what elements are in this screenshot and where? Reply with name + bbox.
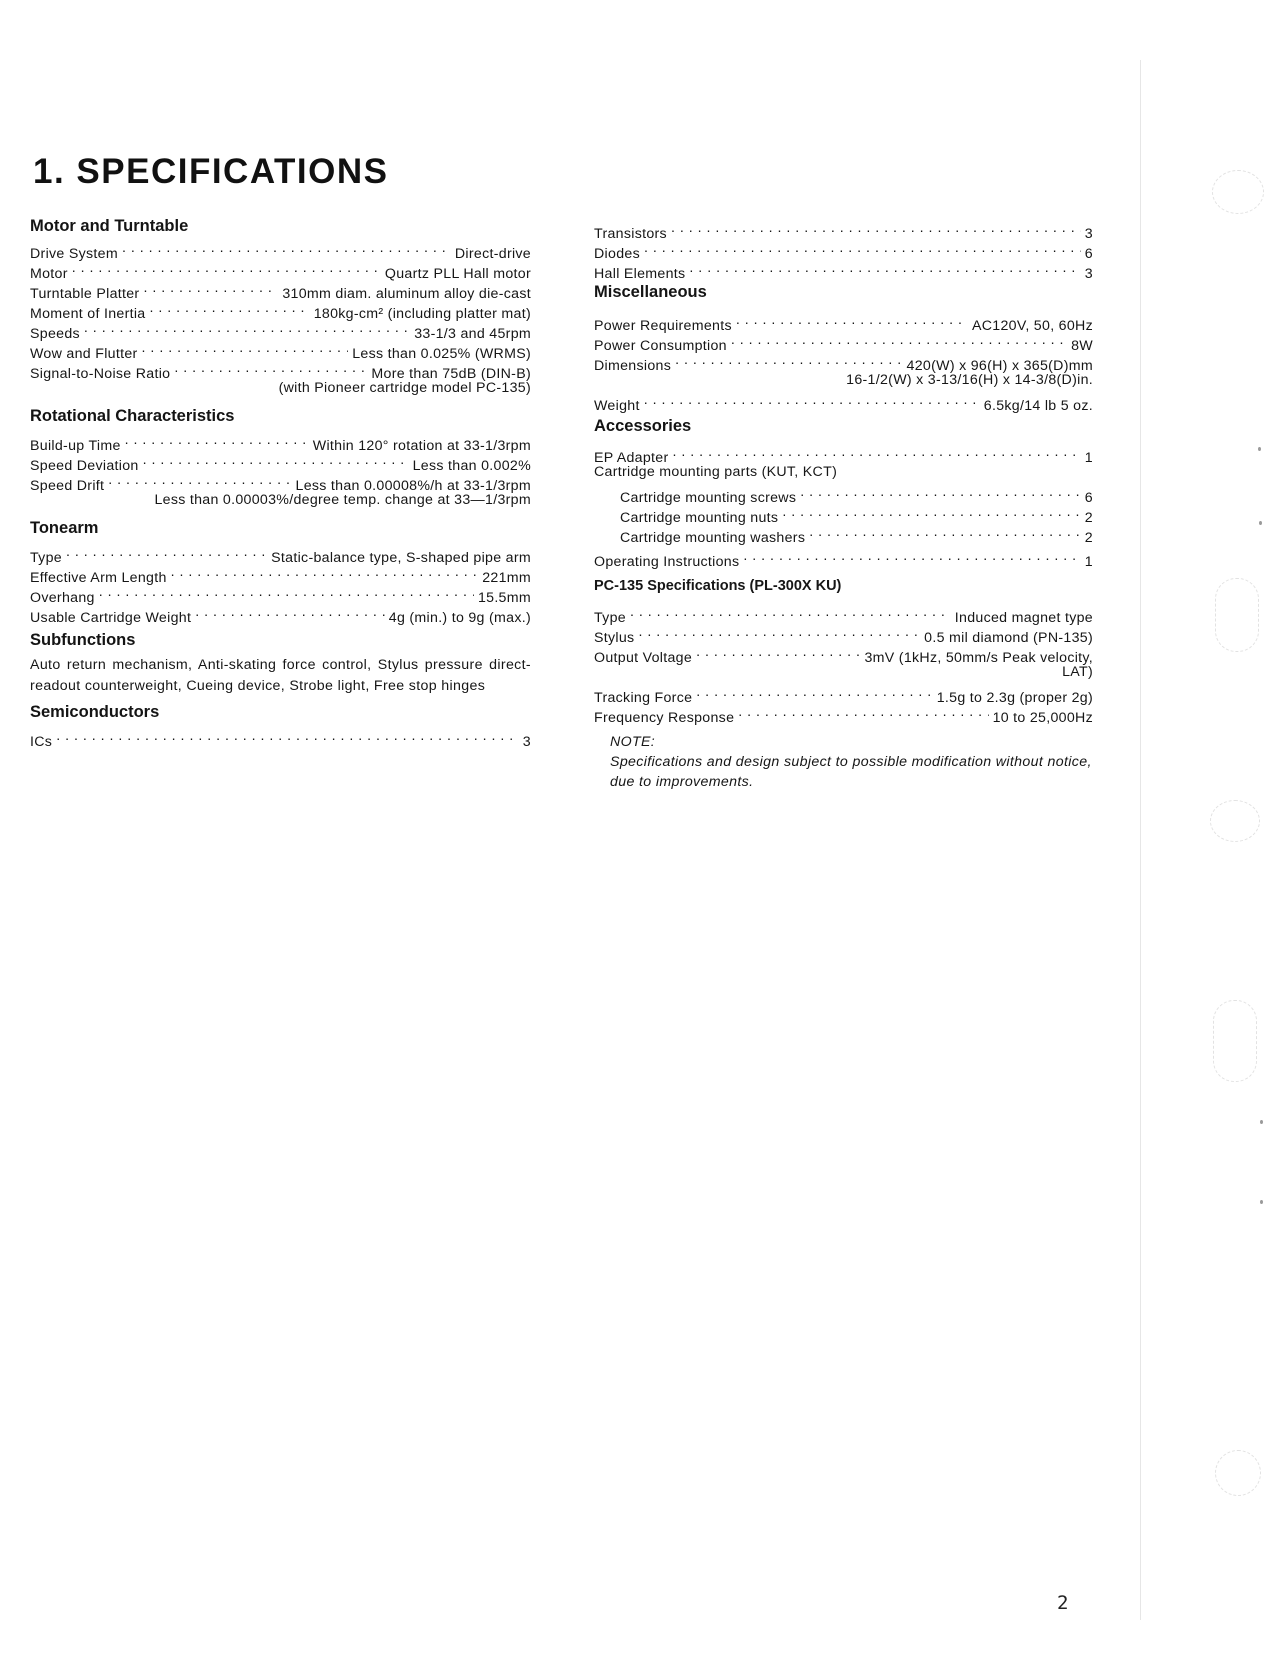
spec-label: Diodes	[594, 246, 640, 262]
spec-label: Type	[594, 610, 626, 626]
dot-leader	[84, 318, 410, 338]
pc135-heading-model: (PL-300X KU)	[749, 578, 842, 594]
spec-value: Static-balance type, S-shaped pipe arm	[271, 550, 531, 566]
dot-leader	[809, 522, 1081, 542]
note-block	[594, 732, 1093, 792]
spec-value: 310mm diam. aluminum alloy die-cast	[282, 286, 531, 302]
dot-leader	[731, 330, 1067, 350]
spec-value: More than 75dB (DIN-B)	[371, 366, 531, 382]
spec-value: Less than 0.00008%/h at 33-1/3rpm	[295, 478, 531, 494]
dot-leader	[72, 258, 381, 278]
spec-value: 180kg-cm² (including platter mat)	[313, 306, 531, 322]
spec-label: Hall Elements	[594, 266, 686, 282]
dot-leader	[66, 542, 267, 562]
spec-label: Wow and Flutter	[30, 346, 138, 362]
punch-hole-mark	[1213, 1000, 1257, 1082]
punch-hole-mark	[1212, 170, 1264, 214]
scan-speck	[1258, 447, 1261, 451]
output-voltage-cont: LAT)	[1062, 664, 1093, 680]
punch-hole-mark	[1215, 1450, 1261, 1496]
spec-row-hall-elements	[594, 258, 1093, 282]
spec-value: 4g (min.) to 9g (max.)	[388, 610, 531, 626]
dot-leader	[743, 546, 1080, 566]
spec-label: Cartridge mounting screws	[620, 490, 797, 506]
spec-value: Quartz PLL Hall motor	[384, 266, 531, 282]
spec-label: ICs	[30, 734, 53, 750]
spec-label: Cartridge mounting nuts	[620, 510, 779, 526]
dot-leader	[800, 482, 1081, 502]
scan-speck	[1259, 521, 1262, 525]
section-heading-semiconductors: Semiconductors	[30, 703, 160, 721]
section-heading-rotational: Rotational Characteristics	[30, 407, 235, 425]
spec-value: 420(W) x 96(H) x 365(D)mm	[906, 358, 1093, 374]
spec-value: 3	[522, 734, 531, 750]
note-text: Specifications and design subject to possible modification without notice, due to improvements.	[610, 754, 1092, 790]
spec-value: 15.5mm	[477, 590, 531, 606]
spec-label: Usable Cartridge Weight	[30, 610, 192, 626]
dimensions-inches: 16-1/2(W) x 3-13/16(H) x 14-3/8(D)in.	[846, 372, 1093, 388]
punch-hole-mark	[1215, 578, 1259, 652]
dot-leader	[122, 238, 451, 258]
spec-label: Speeds	[30, 326, 80, 342]
spec-label: Speed Drift	[30, 478, 105, 494]
dot-leader	[671, 218, 1081, 238]
spec-label: Output Voltage	[594, 650, 693, 666]
spec-value: 6.5kg/14 lb 5 oz.	[983, 398, 1093, 414]
snr-note: (with Pioneer cartridge model PC-135)	[278, 380, 531, 396]
spec-label: Frequency Response	[594, 710, 735, 726]
spec-row-arm-length	[30, 562, 531, 586]
page-number: 2	[1057, 1592, 1069, 1614]
dot-leader	[675, 350, 902, 370]
spec-row-diodes	[594, 238, 1093, 262]
section-heading-pc135	[594, 574, 1093, 598]
dot-leader	[673, 442, 1081, 462]
spec-value: 1	[1084, 554, 1093, 570]
spec-label: Power Consumption	[594, 338, 727, 354]
spec-row-drive-system	[30, 238, 531, 262]
dot-leader	[630, 602, 951, 622]
spec-row-cartridge-weight	[30, 602, 531, 626]
spec-value: 10 to 25,000Hz	[992, 710, 1093, 726]
spec-label: Power Requirements	[594, 318, 732, 334]
spec-label: Speed Deviation	[30, 458, 139, 474]
scan-speck	[1260, 1120, 1263, 1124]
spec-label: Type	[30, 550, 62, 566]
spec-value: 3	[1084, 266, 1093, 282]
dot-leader	[174, 358, 367, 378]
spec-label: Tracking Force	[594, 690, 693, 706]
page-title: 1. SPECIFICATIONS	[33, 152, 389, 191]
mounting-parts-label: Cartridge mounting parts (KUT, KCT)	[594, 464, 838, 480]
spec-value: Less than 0.002%	[412, 458, 531, 474]
dot-leader	[125, 430, 309, 450]
spec-row-transistors	[594, 218, 1093, 242]
spec-label: Stylus	[594, 630, 635, 646]
spec-value: 0.5 mil diamond (PN-135)	[924, 630, 1093, 646]
spec-row-weight	[594, 390, 1093, 414]
section-heading-accessories: Accessories	[594, 417, 692, 435]
spec-row-mounting-screws	[594, 482, 1093, 506]
dot-leader	[150, 298, 310, 318]
spec-value: 2	[1084, 530, 1093, 546]
dot-leader	[696, 682, 932, 702]
spec-value: 3mV (1kHz, 50mm/s Peak velocity,	[864, 650, 1093, 666]
spec-label: Signal-to-Noise Ratio	[30, 366, 171, 382]
spec-label: Dimensions	[594, 358, 672, 374]
spec-row-build-up-time	[30, 430, 531, 454]
section-heading-miscellaneous: Miscellaneous	[594, 283, 707, 301]
dot-leader	[143, 278, 278, 298]
subfunctions-text: Auto return mechanism, Anti-skating force control, Stylus pressure direct-readout counterweight, Cueing device, Strobe light, Free stop hinges	[30, 657, 531, 694]
spec-value: 33-1/3 and 45rpm	[414, 326, 531, 342]
punch-hole-mark	[1210, 800, 1260, 842]
spec-value: 6	[1084, 246, 1093, 262]
dot-leader	[143, 450, 409, 470]
spec-value: Direct-drive	[454, 246, 531, 262]
dot-leader	[171, 562, 479, 582]
note-label: NOTE:	[610, 734, 656, 750]
pc135-heading-main: PC-135 Specifications	[594, 578, 746, 594]
left-column	[30, 214, 531, 750]
dot-leader	[738, 702, 988, 722]
spec-label: Motor	[30, 266, 68, 282]
right-column	[594, 218, 1093, 792]
spec-value: Induced magnet type	[954, 610, 1093, 626]
spec-value: 3	[1084, 226, 1093, 242]
spec-row-cartridge-type	[594, 602, 1093, 626]
spec-row-ics	[30, 726, 531, 750]
binding-edge-line	[1140, 60, 1141, 1620]
spec-value: Within 120° rotation at 33-1/3rpm	[312, 438, 531, 454]
section-heading-subfunctions: Subfunctions	[30, 631, 136, 649]
spec-row-power-requirements	[594, 310, 1093, 334]
spec-row-tracking-force	[594, 682, 1093, 706]
spec-label: Weight	[594, 398, 640, 414]
dot-leader	[195, 602, 385, 622]
spec-value: 6	[1084, 490, 1093, 506]
dot-leader	[644, 390, 980, 410]
spec-label: Transistors	[594, 226, 667, 242]
dot-leader	[56, 726, 519, 746]
spec-row-ep-adapter	[594, 442, 1093, 466]
dot-leader	[644, 238, 1081, 258]
spec-label: Overhang	[30, 590, 95, 606]
section-heading-tonearm: Tonearm	[30, 519, 99, 537]
speed-drift-note: Less than 0.00003%/degree temp. change at 33—1/3rpm	[154, 492, 531, 508]
spec-value: 1.5g to 2.3g (proper 2g)	[936, 690, 1093, 706]
spec-value: AC120V, 50, 60Hz	[971, 318, 1093, 334]
dot-leader	[108, 470, 291, 490]
spec-label: Turntable Platter	[30, 286, 140, 302]
dot-leader	[696, 642, 860, 662]
scan-speck	[1260, 1200, 1263, 1204]
dot-leader	[142, 338, 349, 358]
section-heading-motor-turntable: Motor and Turntable	[30, 217, 189, 235]
spec-label: Effective Arm Length	[30, 570, 167, 586]
spec-row-tonearm-type	[30, 542, 531, 566]
spec-row-operating-instructions	[594, 546, 1093, 570]
dot-leader	[736, 310, 968, 330]
spec-label: Operating Instructions	[594, 554, 740, 570]
spec-value: 8W	[1071, 338, 1093, 354]
spec-value: 1	[1084, 450, 1093, 466]
spec-value: 221mm	[482, 570, 531, 586]
spec-value: Less than 0.025% (WRMS)	[352, 346, 531, 362]
spec-label: Moment of Inertia	[30, 306, 146, 322]
dot-leader	[638, 622, 920, 642]
dot-leader	[782, 502, 1080, 522]
spec-label: EP Adapter	[594, 450, 669, 466]
spec-value: 2	[1084, 510, 1093, 526]
spec-label: Build-up Time	[30, 438, 121, 454]
spec-row-overhang	[30, 582, 531, 606]
dot-leader	[689, 258, 1080, 278]
dot-leader	[99, 582, 474, 602]
spec-label: Drive System	[30, 246, 118, 262]
spec-label: Cartridge mounting washers	[620, 530, 806, 546]
